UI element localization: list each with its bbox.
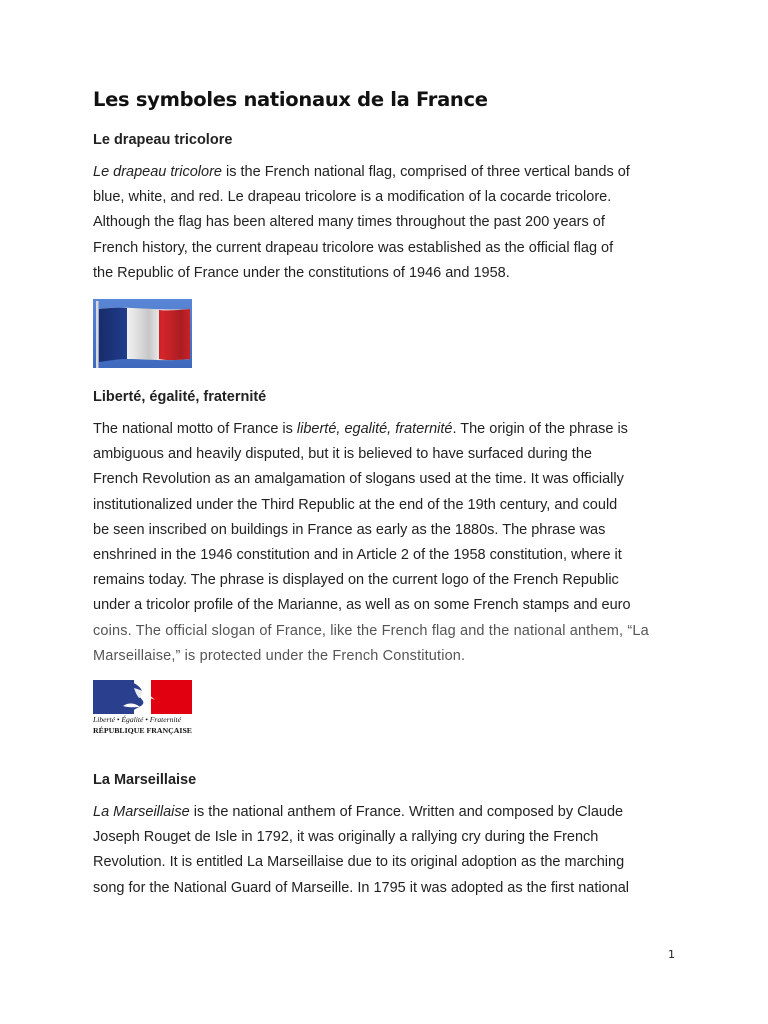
italic-term: liberté, egalité, fraternité [296,421,453,437]
text-line: Revolution. It is entitled La Marseillaise due to its original adoption as the marching [93,854,625,871]
text-line [93,417,675,442]
text-line: under a tricolor profile of the Marianne, as well as on some French stamps and euro [93,597,631,614]
text-line: French Revolution as an amalgamation of slogans used at the time. It was officially [93,471,624,488]
text-line: blue, white, and red. Le drapeau tricolore is a modification of la cocarde tricolore. [93,189,612,206]
page-number: 1 [668,948,675,961]
french-flag-image [93,299,192,368]
italic-term: Le drapeau tricolore [93,164,222,180]
text-line [93,160,675,185]
text-run: is the French national flag, comprised of three vertical bands of [221,164,630,180]
paragraph-marseillaise [93,800,675,901]
logo-republic-text: RÉPUBLIQUE FRANÇAISE [93,726,192,735]
french-flag-photo-icon [93,299,192,368]
section-heading-devise: Liberté, égalité, fraternité [93,389,267,405]
text-line: Marseillaise,” is protected under the French Constitution. [93,647,466,664]
text-line: Joseph Rouget de Isle in 1792, it was originally a rallying cry during the French [93,829,599,846]
text-line: song for the National Guard of Marseille. In 1795 it was adopted as the first national [93,879,630,896]
italic-term: La Marseillaise [93,804,190,820]
text-line: coins. The official slogan of France, like the French flag and the national anthem, “La [93,622,649,639]
text-line: Although the flag has been altered many times throughout the past 200 years of [93,214,605,231]
text-line: French history, the current drapeau tricolore was established as the official flag of [93,239,614,256]
text-line: enshrined in the 1946 constitution and in Article 2 of the 1958 constitution, where it [93,547,622,564]
text-run: is the national anthem of France. Written and composed by Claude [189,804,624,820]
text-run: . The origin of the phrase is [452,421,628,437]
paragraph-devise [93,417,675,669]
paragraph-drapeau [93,160,675,286]
republique-francaise-logo [93,680,192,737]
text-line [93,800,675,825]
section-heading-marseillaise: La Marseillaise [93,772,197,788]
text-line: ambiguous and heavily disputed, but it is believed to have surfaced during the [93,446,592,463]
marianne-logo-icon [93,680,192,714]
section-heading-drapeau: Le drapeau tricolore [93,132,233,148]
text-line: the Republic of France under the constitutions of 1946 and 1958. [93,264,510,281]
text-run: The national motto of France is [93,421,297,437]
text-line: institutionalized under the Third Republic at the end of the 19th century, and could [93,496,618,513]
page-title: Les symboles nationaux de la France [93,88,488,111]
logo-motto-text: Liberté • Égalité • Fraternité [93,715,181,724]
text-line: be seen inscribed on buildings in France as early as the 1880s. The phrase was [93,521,606,538]
text-line: remains today. The phrase is displayed on the current logo of the French Republic [93,572,619,589]
